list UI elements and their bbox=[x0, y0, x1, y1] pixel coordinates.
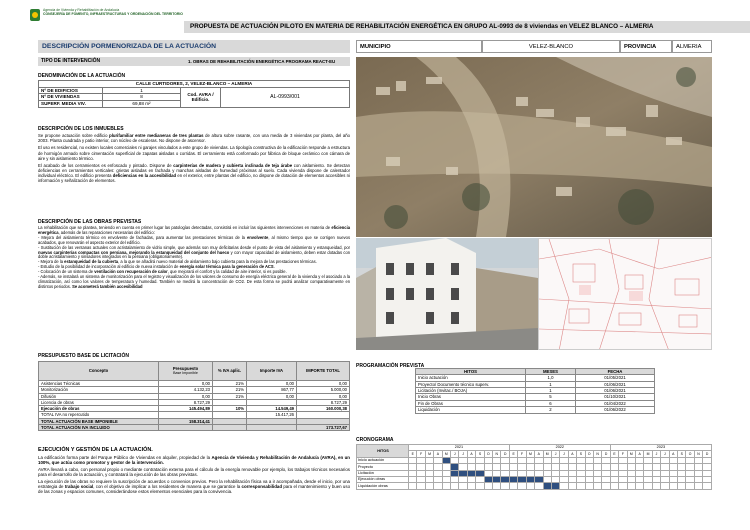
presupuesto-concepto: Licencia de obras bbox=[39, 399, 159, 405]
gantt-month: O bbox=[484, 451, 492, 457]
presupuesto-cell: 0,00 bbox=[159, 381, 213, 387]
gantt-cell bbox=[619, 483, 627, 489]
address: CALLE CURTIDORES, 2, VELEZ-BLANCO – ALMERIA bbox=[39, 81, 350, 88]
presupuesto-cell: 160.000,38 bbox=[297, 406, 350, 412]
gantt-row-label: Licitación bbox=[357, 470, 409, 476]
presupuesto-cell: 8.727,29 bbox=[159, 399, 213, 405]
hito-meses: 1 bbox=[526, 381, 576, 387]
presupuesto-cell: 21% bbox=[213, 393, 247, 399]
hito-meses: 1,0 bbox=[526, 375, 576, 381]
page-header bbox=[0, 0, 750, 37]
street-photo-image bbox=[356, 238, 538, 350]
gantt-cell bbox=[678, 483, 686, 489]
col-iva: % IVA aplic. bbox=[213, 362, 247, 381]
obras-bullet-6: - Además, se instalará un sistema de monitorización para el registro y visualización de los valores de consumo de energía eléctrica general de la vivienda y el asociado a la climatización, así como los valores de temperatura y humedad. También se medirá la concentración de CO2. De esta forma se podrá analizar comparativamente en distintos periodos. Se acometerá también accesibilidad bbox=[38, 274, 350, 289]
superficie-label: SUPERF. MEDIA VIV. bbox=[39, 101, 103, 108]
gantt-cell bbox=[484, 483, 492, 489]
programacion-row bbox=[416, 407, 655, 413]
gantt-cell bbox=[467, 483, 475, 489]
presupuesto-cell: 14.549,49 bbox=[247, 406, 297, 412]
viviendas-label: Nº DE VIVIENDAS bbox=[39, 94, 103, 101]
cadastral-map bbox=[538, 238, 712, 350]
gantt-month: A bbox=[568, 451, 576, 457]
gantt-cell bbox=[568, 483, 576, 489]
gantt-cell bbox=[627, 483, 635, 489]
edificios-label: Nº DE EDIFICIOS bbox=[39, 87, 103, 94]
presupuesto-cell: 0,00 bbox=[247, 381, 297, 387]
hito-meses: 1 bbox=[526, 388, 576, 394]
gantt-cell bbox=[459, 483, 467, 489]
gantt-month: M bbox=[442, 451, 450, 457]
gantt-month: E bbox=[509, 451, 517, 457]
gantt-month: M bbox=[644, 451, 652, 457]
municipio-value: VELEZ-BLANCO bbox=[482, 40, 620, 53]
gantt-month: A bbox=[467, 451, 475, 457]
obras-bullet-2: - Sustitución de las ventanas actuales con acristalamiento de vidrio simple, que además son muy deficitarias desde el punto de vista del aislamiento y estanqueidad, por nuevas carpinterías compactas con persiana, mejorando la estanqueidad del conjunto del hueco y con mayor capacidad de aislamiento, deben estar dotadas con doble acristalamiento y sinsadores integrados en la persiana (obligatoriamente). bbox=[38, 244, 351, 260]
grand-total-label: TOTAL ACTUACIÓN IVA INCLUIDO bbox=[39, 424, 159, 430]
col-concepto: Concepto bbox=[39, 362, 159, 381]
gantt-month: M bbox=[425, 451, 433, 457]
gantt-month: J bbox=[451, 451, 459, 457]
gantt-row-label: Proyecto bbox=[357, 464, 409, 470]
hito-fecha: 01/10/2021 bbox=[576, 394, 655, 400]
gantt-bar bbox=[543, 483, 551, 489]
presupuesto-cell: 0,00 bbox=[297, 381, 350, 387]
inmuebles-p1: Se propone actuación sobre edificio plurifamiliar entre medianeras de tres plantas de altura sobre rasante, con una media de 3 viviendas por planta, del año 2003. Planta cuadrada y patio interior, con núcleo de escaleras. No dispone de ascensor. bbox=[38, 133, 350, 144]
gantt-cell bbox=[417, 483, 425, 489]
gantt-month: N bbox=[694, 451, 702, 457]
denominacion-heading: DENOMINACIÓN DE LA ACTUACIÓN bbox=[38, 73, 126, 79]
presupuesto-cell: 21% bbox=[213, 387, 247, 393]
department-name: CONSEJERÍA DE FOMENTO, INFRAESTRUCTURAS Y ORDENACIÓN DEL TERRITORIO bbox=[43, 12, 183, 17]
gantt-cell bbox=[518, 483, 526, 489]
hito-name: Inicio Obras bbox=[416, 394, 526, 400]
ejecucion-p3: La ejecución de las obras no requiere la suscripción de acuerdos o convenios previos. Pero la rehabilitación física va a ir acompañada, desde el inicio, por una estrategia de trabajo social, con el objetivo de implicar a los residentes de manera que se garantice la corresponsabilidad para el mantenimiento y buen uso de las zonas y espacios comunes, considerándose estos elementos esenciales para la convivencia. bbox=[38, 478, 351, 495]
provincia-label: PROVINCIA bbox=[620, 40, 672, 53]
gantt-month: E bbox=[409, 451, 417, 457]
gantt-row-label: Ejecución obras bbox=[357, 476, 409, 482]
obras-intro: La rehabilitación que se plantea, teniendo en cuenta en primer lugar las patologías detectadas, consistirá en incluir las siguientes intervenciones en materia de eficiencia energética, además de las reparaciones necesarias del edificio: bbox=[38, 225, 350, 235]
ejecucion-text bbox=[38, 455, 350, 497]
gantt-month: J bbox=[459, 451, 467, 457]
base-total-label: TOTAL ACTUACIÓN BASE IMPONIBLE bbox=[39, 418, 159, 424]
gantt-month: J bbox=[652, 451, 660, 457]
cronograma-table bbox=[356, 444, 712, 490]
tipo-value: 1. OBRAS DE REHABILITACIÓN ENERGÉTICA PROGRAMA REACT-EU bbox=[188, 59, 336, 64]
gantt-month: N bbox=[593, 451, 601, 457]
denominacion-table bbox=[38, 80, 350, 108]
obras-text bbox=[38, 226, 350, 290]
tipo-label: TIPO DE INTERVENCIÓN bbox=[41, 58, 101, 64]
hito-name: Licitación (Invitac./ BOJA) bbox=[416, 388, 526, 394]
institution-name bbox=[43, 8, 183, 16]
gantt-month: A bbox=[434, 451, 442, 457]
gantt-cell bbox=[703, 483, 712, 489]
aerial-photo bbox=[356, 57, 712, 237]
gantt-month: S bbox=[476, 451, 484, 457]
gantt-month: J bbox=[560, 451, 568, 457]
cadastral-map-image bbox=[539, 239, 712, 350]
gantt-cell bbox=[476, 483, 484, 489]
gantt-month: S bbox=[577, 451, 585, 457]
gantt-cell bbox=[409, 483, 417, 489]
ejecucion-heading: EJECUCIÓN Y GESTIÓN DE LA ACTUACIÓN. bbox=[38, 447, 153, 453]
gantt-month: A bbox=[535, 451, 543, 457]
iva-total-label: TOTAL IVA no repercutido bbox=[39, 412, 159, 418]
gantt-cell bbox=[602, 483, 610, 489]
gantt-year: 2022 bbox=[509, 445, 610, 451]
gantt-year: 2021 bbox=[409, 445, 510, 451]
hito-name: Fin de Obras bbox=[416, 400, 526, 406]
tipo-intervencion bbox=[38, 57, 350, 66]
presupuesto-cell: 145.494,89 bbox=[159, 406, 213, 412]
iva-total-value: 15.417,26 bbox=[247, 412, 297, 418]
ejecucion-p1: La edificación forma parte del Parque Público de Viviendas en alquiler, propiedad de la Agencia de Vivienda y Rehabilitación de Andalucía (AVRA), en un 100%, que actúa como promotor y gestor de la intervención. bbox=[38, 455, 350, 466]
gantt-year: 2023 bbox=[610, 445, 711, 451]
gantt-cell bbox=[694, 483, 702, 489]
grand-total-value: 173.727,67 bbox=[297, 424, 350, 430]
page-title: PROPUESTA DE ACTUACIÓN PILOTO EN MATERIA DE REHABILITACIÓN ENERGÉTICA EN GRUPO AL-0993 de 8 viviendas en VELEZ BLANCO – ALMERIA bbox=[184, 21, 750, 33]
presupuesto-table bbox=[38, 361, 350, 431]
presupuesto-concepto: Asistencias Técnicas bbox=[39, 381, 159, 387]
edificios-value: 1 bbox=[103, 87, 181, 94]
section-title: DESCRIPCIÓN PORMENORIZADA DE LA ACTUACIÓN bbox=[38, 40, 350, 53]
gantt-cell bbox=[509, 483, 517, 489]
gantt-cell bbox=[686, 483, 694, 489]
gantt-cell bbox=[560, 483, 568, 489]
gantt-month: A bbox=[635, 451, 643, 457]
inmuebles-p3: El acabado de los cerramientos es enfoscado y pintado. Dispone de carpinterías de madera y cubierta inclinada de teja árabe con aislamiento. Se detectan deficiencias en cerramientos verticales: grietas aisladas en fachada y manchas aisladas de humedad próximas al suelo. Cada vivienda dispone de calentador individual eléctrico. El edificio presenta deficiencias en la accesibilidad en el exterior, entre plantas del edificio, no dispone de dotación de elementos accesibles ni información y señalización de elementos. bbox=[38, 162, 350, 184]
gantt-cell bbox=[493, 483, 501, 489]
obras-bullet-4: - Estudio de la posibilidad de incorporación al edificio de nueva instalación de energía solar térmica para la generación de ACS. bbox=[38, 264, 275, 270]
gantt-month: N bbox=[493, 451, 501, 457]
hito-meses: 5 bbox=[526, 394, 576, 400]
inmuebles-text bbox=[38, 133, 350, 186]
cod-value: AL-0993/001 bbox=[221, 87, 350, 107]
gantt-month: J bbox=[551, 451, 559, 457]
gantt-cell bbox=[610, 483, 618, 489]
gantt-row bbox=[357, 483, 712, 489]
presupuesto-cell: 0,00 bbox=[297, 393, 350, 399]
hito-fecha: 01/06/2021 bbox=[576, 381, 655, 387]
gantt-row-label: Inicio actuación bbox=[357, 457, 409, 463]
presupuesto-cell: 21% bbox=[213, 381, 247, 387]
gantt-month: O bbox=[585, 451, 593, 457]
presupuesto-concepto: Monitorización bbox=[39, 387, 159, 393]
presupuesto-concepto: Ejecución de obras bbox=[39, 406, 159, 412]
presupuesto-cell: 5.000,00 bbox=[297, 387, 350, 393]
hito-meses: 6 bbox=[526, 400, 576, 406]
hito-fecha: 01/04/2022 bbox=[576, 400, 655, 406]
programacion-table bbox=[415, 368, 655, 414]
hito-fecha: 01/06/2021 bbox=[576, 388, 655, 394]
gantt-cell bbox=[425, 483, 433, 489]
gantt-month: M bbox=[526, 451, 534, 457]
provincia-value: ALMERIA bbox=[672, 40, 712, 53]
hito-fecha: 01/06/2022 bbox=[576, 407, 655, 413]
gantt-cell bbox=[451, 483, 459, 489]
presupuesto-cell: 4.132,23 bbox=[159, 387, 213, 393]
obras-bullet-3: - Mejora de la estanqueidad de la cubierta, a la que se añadirá nuevo material de aislamiento bajo cubierta para la mejora de las prestaciones térmicas. bbox=[38, 259, 317, 265]
agency-name: Agencia de Vivienda y Rehabilitación de Andalucía bbox=[43, 8, 120, 12]
col-fecha: FECHA bbox=[576, 369, 655, 375]
gantt-month: E bbox=[610, 451, 618, 457]
col-meses: MESES bbox=[526, 369, 576, 375]
gantt-month: O bbox=[686, 451, 694, 457]
cod-label: Cod. AVRA / Edificio. bbox=[181, 87, 221, 107]
gantt-month: D bbox=[501, 451, 509, 457]
gantt-row-label: Liquidación obras bbox=[357, 483, 409, 489]
gantt-cell bbox=[644, 483, 652, 489]
obras-bullet-5: - Colocación de un sistema de ventilación con recuperación de calor, que mejorará el confort y la calidad de aire interior, si es posible. bbox=[38, 269, 287, 275]
hito-fecha: 01/05/2021 bbox=[576, 375, 655, 381]
presupuesto-cell: 867,77 bbox=[247, 387, 297, 393]
hito-meses: 2 bbox=[526, 407, 576, 413]
gantt-cell bbox=[442, 483, 450, 489]
aerial-photo-image bbox=[356, 57, 712, 237]
municipio-label: MUNICIPIO bbox=[356, 40, 482, 53]
presupuesto-cell: 0,00 bbox=[247, 393, 297, 399]
hito-name: Liquidación bbox=[416, 407, 526, 413]
presupuesto-cell: 10% bbox=[213, 406, 247, 412]
presupuesto-cell: 0,00 bbox=[159, 393, 213, 399]
gantt-month: M bbox=[627, 451, 635, 457]
gantt-cell bbox=[661, 483, 669, 489]
gantt-month: F bbox=[417, 451, 425, 457]
col-base: Presupuesto Base Imponible bbox=[159, 362, 213, 381]
gantt-month: F bbox=[619, 451, 627, 457]
col-importe-iva: Importe IVA bbox=[247, 362, 297, 381]
cronograma-heading: CRONOGRAMA bbox=[356, 437, 394, 443]
col-hitos: HITOS bbox=[416, 369, 526, 375]
superficie-value: 69,88 m² bbox=[103, 101, 181, 108]
gantt-cell bbox=[669, 483, 677, 489]
gantt-month: F bbox=[518, 451, 526, 457]
inmuebles-p2: El uso es residencial, no existen locales comerciales ni garajes vinculados a este grupo de viviendas. La tipología constructiva de la edificación responde a estructura de hormigón armado sobre cimentación superficial de zapatas aisladas o corridas. El cerramiento está conformado por fábrica de bloque cerámico con cámara de aire y sin aislamiento térmico. bbox=[38, 145, 350, 161]
gantt-cell bbox=[526, 483, 534, 489]
gantt-month: D bbox=[602, 451, 610, 457]
gantt-month: D bbox=[703, 451, 712, 457]
gantt-cell bbox=[635, 483, 643, 489]
gantt-cell bbox=[535, 483, 543, 489]
gantt-cell bbox=[434, 483, 442, 489]
hito-name: Inicio actuación bbox=[416, 375, 526, 381]
gantt-month: M bbox=[543, 451, 551, 457]
hito-name: Proyecto/ Documento técnico superv. bbox=[416, 381, 526, 387]
gantt-cell bbox=[577, 483, 585, 489]
col-total: IMPORTE TOTAL bbox=[297, 362, 350, 381]
gantt-month: A bbox=[669, 451, 677, 457]
base-total-value: 158.314,41 bbox=[159, 418, 213, 424]
inmuebles-heading: DESCRIPCIÓN DE LOS INMUEBLES bbox=[38, 126, 124, 132]
gantt-cell bbox=[501, 483, 509, 489]
gantt-month: S bbox=[678, 451, 686, 457]
gantt-cell bbox=[593, 483, 601, 489]
street-photo bbox=[356, 238, 538, 350]
gantt-hitos-header: HITOS bbox=[357, 445, 409, 458]
presupuesto-concepto: Difusión bbox=[39, 393, 159, 399]
ejecucion-p2: AVRA llevará a cabo, con personal propio o mediante contratación externa para el cálculo de la energía renovable por ejemplo, los trabajos técnicos necesarios para el desarrollo de la actuación, y contratará la ejecución de las obras previstas. bbox=[38, 466, 350, 478]
presupuesto-heading: PRESUPUESTO BASE DE LICITACIÓN bbox=[38, 353, 129, 359]
obras-heading: DESCRIPCIÓN DE LAS OBRAS PREVISTAS bbox=[38, 219, 142, 225]
gantt-cell bbox=[585, 483, 593, 489]
obras-bullet-1: - Mejora del aislamiento térmico en envolvente de fachadas, para aumentar las prestaciones térmicas de la envolvente, al mismo tiempo que se corrigen nuevos acabados, que renovarán el aspecto exterior del edificio. bbox=[38, 234, 350, 245]
viviendas-value: 8 bbox=[103, 94, 181, 101]
gantt-cell bbox=[652, 483, 660, 489]
programacion-heading: PROGRAMACIÓN PREVISTA bbox=[356, 363, 425, 369]
junta-logo-icon bbox=[30, 9, 40, 21]
gantt-month: J bbox=[661, 451, 669, 457]
gantt-bar bbox=[551, 483, 559, 489]
presupuesto-cell: 8.727,29 bbox=[297, 399, 350, 405]
